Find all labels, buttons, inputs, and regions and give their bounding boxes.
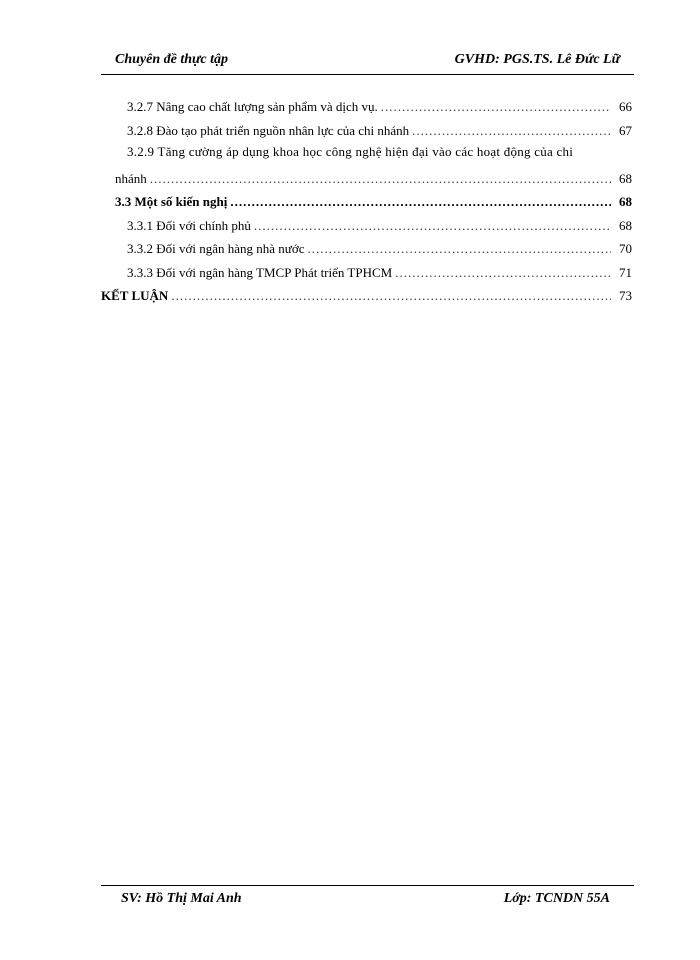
toc-dot-leader — [381, 98, 611, 115]
toc-entry-title: 3.3.3 Đối với ngân hàng TMCP Phát triển TPHCM — [127, 265, 393, 280]
toc-entry-page: 71 — [619, 265, 632, 280]
toc-entry-page: 68 — [619, 194, 632, 209]
toc-entry-title-continuation: nhánh — [115, 171, 147, 186]
toc-dot-leader — [395, 264, 611, 281]
toc-entry-page: 68 — [619, 218, 632, 233]
toc-dot-leader — [171, 287, 611, 304]
header-subject: Chuyên đề thực tập — [115, 52, 229, 67]
page-header — [101, 50, 634, 75]
toc-entry-title: KẾT LUẬN — [101, 288, 169, 303]
toc-entry[interactable] — [127, 95, 632, 115]
toc-entry-title: 3.2.9 Tăng cường áp dụng khoa học công nghệ hiện đại vào các hoạt động của chi — [127, 144, 574, 159]
toc-entry-page: 68 — [619, 171, 632, 186]
toc-entry[interactable] — [127, 237, 632, 257]
toc-entry-title: 3.2.8 Đào tạo phát triển nguồn nhân lực của chi nhánh — [127, 123, 410, 138]
toc-entry-title: 3.3.2 Đối với ngân hàng nhà nước — [127, 241, 305, 256]
toc-entry-page: 70 — [619, 241, 632, 256]
toc-dot-leader — [412, 122, 611, 139]
toc-entry-page: 73 — [619, 288, 632, 303]
toc-entry-continuation[interactable] — [115, 167, 632, 187]
toc-entry[interactable] — [101, 284, 632, 304]
toc-entry[interactable] — [127, 143, 632, 163]
toc-entry[interactable] — [127, 119, 632, 139]
toc-dot-leader — [230, 193, 611, 210]
toc-dot-leader — [308, 240, 612, 257]
toc-entry[interactable] — [127, 261, 632, 281]
toc-entry-title: 3.3 Một số kiến nghị — [115, 194, 228, 209]
page-footer — [101, 885, 634, 910]
toc-entry-page: 67 — [619, 123, 632, 138]
toc-entry-title: 3.3.1 Đối với chính phủ — [127, 218, 251, 233]
toc-entry-title: 3.2.7 Nâng cao chất lượng sản phẩm và dịch vụ. — [127, 99, 378, 114]
footer-student: SV: Hồ Thị Mai Anh — [121, 891, 242, 906]
toc-entry[interactable] — [127, 214, 632, 234]
toc-dot-leader — [150, 170, 611, 187]
toc-entry[interactable] — [115, 190, 632, 210]
header-advisor: GVHD: PGS.TS. Lê Đức Lữ — [454, 52, 620, 67]
footer-class: Lớp: TCNDN 55A — [503, 891, 610, 906]
toc-entry-page: 66 — [619, 99, 632, 114]
toc-dot-leader — [254, 217, 611, 234]
